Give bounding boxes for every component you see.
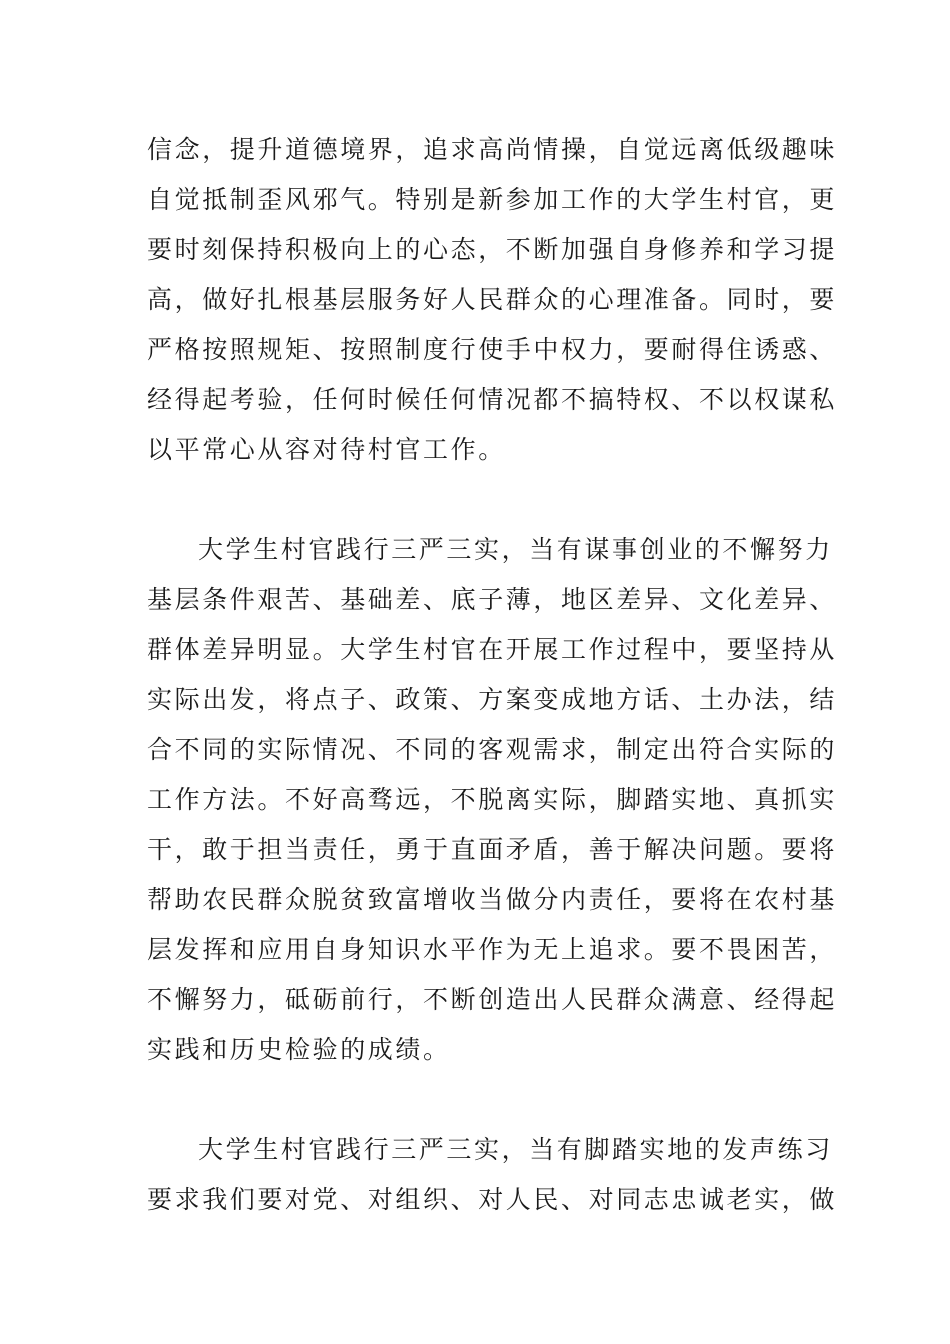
paragraph-2-line-1: 大学生村官践行三严三实，当有谋事创业的不懈努力 bbox=[198, 535, 833, 564]
paragraph-2-line-4: 实际出发，将点子、政策、方案变成地方话、土办法，结 bbox=[147, 685, 838, 714]
paragraph-2-line-2: 基层条件艰苦、基础差、底子薄，地区差异、文化差异、 bbox=[147, 585, 838, 614]
paragraph-2-line-8: 帮助农民群众脱贫致富增收当做分内责任，要将在农村基 bbox=[147, 885, 838, 914]
paragraph-1-line-1: 信念，提升道德境界，追求高尚情操，自觉远离低级趣味 bbox=[147, 135, 838, 164]
paragraph-2-line-10: 不懈努力，砥砺前行，不断创造出人民群众满意、经得起 bbox=[147, 985, 838, 1014]
paragraph-1-line-3: 要时刻保持积极向上的心态，不断加强自身修养和学习提 bbox=[147, 235, 838, 264]
paragraph-1-line-6: 经得起考验，任何时候任何情况都不搞特权、不以权谋私 bbox=[147, 385, 838, 414]
paragraph-1-line-4: 高，做好扎根基层服务好人民群众的心理准备。同时，要 bbox=[147, 285, 838, 314]
paragraph-2-line-7: 干，敢于担当责任，勇于直面矛盾，善于解决问题。要将 bbox=[147, 835, 838, 864]
paragraph-2-line-11: 实践和历史检验的成绩。 bbox=[147, 1035, 451, 1064]
paragraph-3-line-1: 大学生村官践行三严三实，当有脚踏实地的发声练习 bbox=[198, 1135, 833, 1164]
paragraph-2-line-5: 合不同的实际情况、不同的客观需求，制定出符合实际的 bbox=[147, 735, 838, 764]
paragraph-1-line-2: 自觉抵制歪风邪气。特别是新参加工作的大学生村官，更 bbox=[147, 185, 838, 214]
paragraph-2-line-6: 工作方法。不好高骛远，不脱离实际，脚踏实地、真抓实 bbox=[147, 785, 838, 814]
paragraph-1-line-7: 以平常心从容对待村官工作。 bbox=[147, 435, 506, 464]
paragraph-2-line-9: 层发挥和应用自身知识水平作为无上追求。要不畏困苦， bbox=[147, 935, 838, 964]
paragraph-3-line-2: 要求我们要对党、对组织、对人民、对同志忠诚老实，做 bbox=[147, 1185, 838, 1214]
paragraph-2-line-3: 群体差异明显。大学生村官在开展工作过程中，要坚持从 bbox=[147, 635, 838, 664]
paragraph-1-line-5: 严格按照规矩、按照制度行使手中权力，要耐得住诱惑、 bbox=[147, 335, 838, 364]
